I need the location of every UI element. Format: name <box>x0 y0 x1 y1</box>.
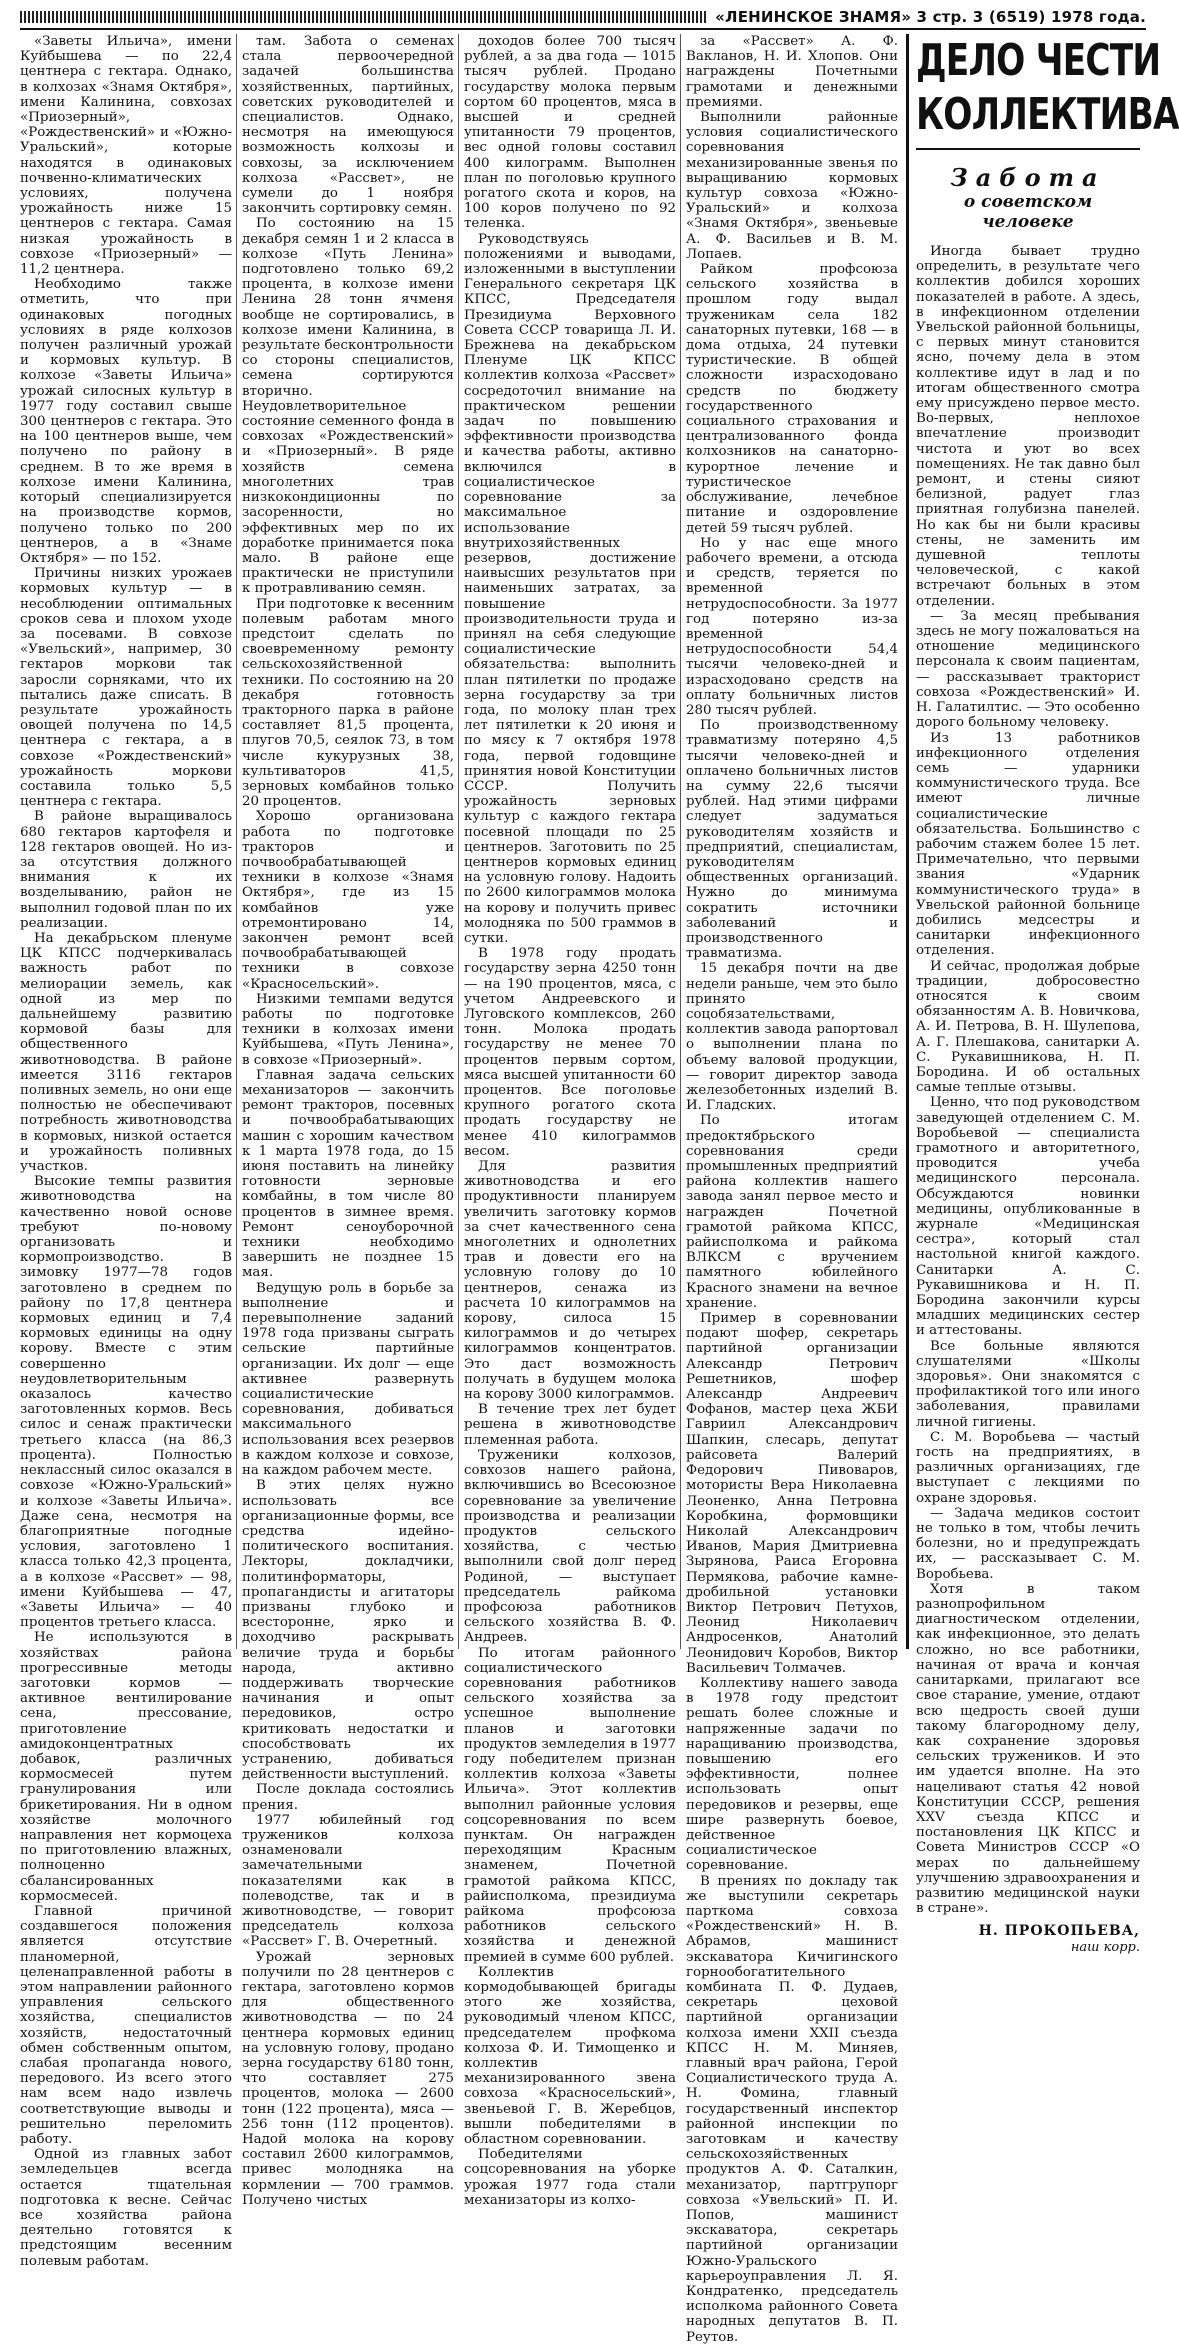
paragraph: После доклада состоялись прения. <box>242 1782 454 1813</box>
paragraph: Необходимо также отметить, что при одинаковых погодных условиях в ряде колхозов получен различный урожай и кормовых культур. В колхозе «Заветы Ильича» урожай силосных культур в 1977 году составил свыше 300 центнеров с гектара. Это на 100 центнеров выше, чем получено по району в среднем. В то же время в колхозе имени Калинина, который специализируется на производстве кормов, получено только по 200 центнеров, а в «Знаме Октября» — по 152. <box>20 277 232 566</box>
paragraph: Райком профсоюза сельского хозяйства в прошлом году выдал труженикам села 182 санаторных путевки, 168 — в дома отдыха, 24 путевки туристические. В общей сложности израсходовано средств по бюджету государственного социального страхования и централизованного фонда колхозников на санаторно-курортное лечение и туристическое обслуживание, лечебное питание и оздоровление детей 59 тысяч рублей. <box>686 262 898 536</box>
paragraph: Иногда бывает трудно определить, в результате чего коллектив добился хороших показателей в работе. А здесь, в инфекционном отделении Увельской районной больницы, с первых минут становится ясно, почему дела в этом коллективе идут в лад и по итогам общественного смотра ему присуждено первое место. Во-первых, неплохое впечатление производит чистота и уют во всех помещениях. Не так давно был ремонт, и стены сияют белизной, радует глаз приятная голубизна панелей. Но как бы ни были красивы стены, не заменить им душевной теплоты человеческой, с какой встречают больных в этом отделении. <box>916 244 1140 609</box>
paragraph: Главной причиной создавшегося положения является отсутствие планомерной, целенаправленной работы в этом направлении районного управления сельского хозяйства, специалистов хозяйств, недостаточный обмен собственным опытом, слабая пропаганда нового, передового. Из всего этого нам всем надо извлечь соответствующие выводы и решительно переломить работу. <box>20 1903 232 2148</box>
paragraph: Пример в соревновании подают шофер, секретарь партийной организации Александр Петрович Решетников, шофер Александр Андреевич Фофанов, мастер цеха ЖБИ Гавриил Александрович Шапкин, слесарь, депутат райсовета Валерий Федорович Пивоваров, мотористы Вера Николаевна Леоненко, Анна Петровна Коробкина, формовщики Николай Александрович Иванов, Мария Дмитриевна Зырянова, Раиса Егоровна Пермякова, рабочие камне-дробильной установки Виктор Петрович Петухов, Леонид Николаевич Андросенков, Анатолий Леонидович Коробов, Виктор Васильевич Толмачев. <box>686 1311 898 1676</box>
article-column-4 <box>686 34 898 2345</box>
author-signature: Н. ПРОКОПЬЕВА, <box>978 1923 1140 1940</box>
paragraph: Выполнили районные условия социалистического соревнования механизированные звенья по выращиванию кормовых культур совхоза «Южно-Уральский» и колхоза «Знамя Октября», звеньевые А. Ф. Васильев и В. М. Лопаев. <box>686 110 898 262</box>
paragraph: «Заветы Ильича», имени Куйбышева — по 22,4 центнера с гектара. Однако, в колхозах «Знамя Октября», имени Калинина, совхозах «Приозерный», «Рождественский» и «Южно-Уральский», которые находятся в одинаковых почвенно-климатических условиях, получена урожайность ниже 15 центнеров с гектара. Самая низкая урожайность в совхозе «Приозерный» — 11,2 центнера. <box>20 34 232 278</box>
paragraph: 1977 юбилейный год тружеников колхоза ознаменовали замечательными показателями как в полеводстве, так и в животноводстве, — говорит председатель колхоза «Рассвет» Г. В. Очеретный. <box>242 1812 454 1950</box>
paragraph: 15 декабря почти на две недели раньше, чем это было принято соцобязательствами, коллектив завода рапортовал о выполнении плана по объему валовой продукции, — говорит директор завода железобетонных изделий В. И. Гладских. <box>686 961 898 1114</box>
paragraph: Победителями соцсоревнования на уборке урожая 1977 года стали механизаторы из колхо- <box>464 2147 676 2208</box>
headline-block <box>916 34 1179 150</box>
paragraph: Из 13 работников инфекционного отделения семь — ударники коммунистического труда. Все имеют личные социалистические обязательства. Большинство с рабочим стажем более 15 лет. Примечательно, что первыми звания «Ударник коммунистического труда» в Увельской районной больнице добились медсестры и санитарки инфекционного отделения. <box>916 730 1140 959</box>
paragraph: Хорошо организована работа по подготовке тракторов и почвообрабатывающей техники в колхозе «Знамя Октября», где из 15 комбайнов уже отремонтировано 14, закончен ремонт всей почвообрабатывающей техники в совхозе «Красносельский». <box>242 809 454 992</box>
paragraph: При подготовке к весенним полевым работам много предстоит сделать по своевременному ремонту сельскохозяйственной техники. По состоянию на 20 декабря готовность тракторного парка в районе составляет 81,5 процента, плугов 70,5, сеялок 73, в том числе кукурузных 38, культиваторов 41,5, зерновых комбайнов только 20 процентов. <box>242 596 455 810</box>
paragraph: По итогам предоктябрьского соревнования среди промышленных предприятий района коллектив нашего завода занял первое место и награжден Почетной грамотой райкома КПСС, райисполкома и райкома ВЛКСМ с вручением памятного юбилейного Красного знамени на вечное хранение. <box>686 1113 898 1311</box>
paragraph: Ценно, что под руководством заведующей отделением С. М. Воробьевой — специалиста грамотного и авторитетного, проводится учеба медицинского персонала. Обсуждаются новинки медицины, опубликованные в журнале «Медицинская сестра», который стал настольной книгой каждого. Санитарки А. С. Рукавишникова и Н. П. Бородина закончили курсы младших медицинских сестер и аттестованы. <box>916 1095 1140 1339</box>
paragraph: Хотя в таком разнопрофильном диагностическом отделении, как инфекционное, это делать сложно, но все работники, начиная от врача и кончая санитарками, прилагают все свое старание, умение, отдают всю щедрость своей души такому благородному делу, как сохранение здоровья сельских тружеников. И это им удается вполне. На это нацеливают статья 42 новой Конституции СССР, решения XXV съезда КПСС и постановления ЦК КПСС и Совета Министров СССР «О мерах по дальнейшему улучшению здравоохранения и развитию медицинской науки в стране». <box>916 1581 1140 1917</box>
sidebar-article-body <box>916 244 1140 1916</box>
headline-line-1: ДЕЛО ЧЕСТИ <box>916 35 1161 86</box>
paragraph: В районе выращивалось 680 гектаров картофеля и 128 гектаров овощей. Но из-за отсутствия должного внимания к их возделыванию, район не выполнил годовой план по их реализации. <box>20 809 232 931</box>
article-column-2 <box>242 34 455 2208</box>
paragraph: — За месяц пребывания здесь не могу пожаловаться на отношение медицинского персонала к своим пациентам, — рассказывает тракторист совхоза «Рождественский» И. Н. Галатилтис. — Это особенно дорого больному человеку. <box>916 608 1140 731</box>
paragraph: Ведущую роль в борьбе за выполнение и перевыполнение заданий 1978 года призваны сыграть сельские партийные организации. Их долг — еще активнее развернуть социалистические соревнования, добиваться максимального использования всех резервов в каждом колхозе и совхозе, на каждом рабочем месте. <box>242 1280 454 1479</box>
paragraph: Коллектив кормодобывающей бригады этого же хозяйства, руководимый членом КПСС, председателем профкома колхоза Ф. И. Тимощенко и коллектив механизированного звена совхоза «Красносельский», звеньевой Г. В. Жеребцов, вышли победителями в областном соревновании. <box>464 1964 676 2148</box>
paragraph: Для развития животноводства и его продуктивности планируем увеличить заготовку кормов за счет качественного сена многолетних и однолетних трав и довести его на условную голову до 10 центнеров, сенажа из расчета 10 килограммов на корову, силоса 15 килограммов и до четырех килограммов концентратов. Это даст возможность получать в будущем молока на корову 3000 килограммов. <box>464 1159 676 1403</box>
paragraph: В 1978 году продать государству зерна 4250 тонн — на 190 процентов, мяса, с учетом Андреевского и Луговского комплексов, 260 тонн. Молока продать государству не менее 70 процентов первым сортом, мяса высшей упитанности 60 процентов. Все поголовье крупного рогатого скота продать государству не менее 410 килограммов весом. <box>464 946 676 1159</box>
paragraph: Причины низких урожаев кормовых культур — в несоблюдении оптимальных сроков сева и плохом уходе за посевами. В совхозе «Увельский», например, 30 гектаров моркови так заросли сорняками, что их пытались даже списать. В результате урожайность овощей получена по 14,5 центнера с гектара, а в совхозе «Рождественский» урожайность моркови составила только 5,5 центнера с гектара. <box>20 566 232 810</box>
masthead-title: «ЛЕНИНСКОЕ ЗНАМЯ» 3 стр. 3 (6519) 1978 года. <box>715 8 1146 26</box>
paragraph: Высокие темпы развития животноводства на качественно новой основе требуют по-новому организовать и кормопроизводство. В зимовку 1977—78 годов заготовлено в среднем по району по 17,8 центнера кормовых единиц и 7,4 кормовых единицы на одну корову. Вместе с этим совершенно неудовлетворительным оказалось качество заготовленных кормов. Весь силос и сенаж практически третьего класса (на 86,3 процента). Полностью неклассный силос оказался в совхозе «Южно-Уральский» и колхозе «Заветы Ильича». Даже сена, несмотря на благоприятные погодные условия, заготовлено 1 класса только 42,3 процента, а в колхозе «Рассвет» — 98, имени Куйбышева — 47, «Заветы Ильича» — 40 процентов третьего класса. <box>20 1174 232 1631</box>
paragraph: Все больные являются слушателями «Школы здоровья». Они знакомятся с профилактикой того или иного заболевания, правилами личной гигиены. <box>916 1338 1140 1430</box>
column-divider <box>458 34 459 1649</box>
column-divider <box>680 34 681 1649</box>
paragraph: Одной из главных забот земледельцев всегда остается тщательная подготовка к весне. Сейчас все хозяйства района деятельно готовятся к предстоящим весенним полевым работам. <box>20 2147 232 2269</box>
masthead-rule <box>20 11 707 23</box>
masthead <box>20 6 1146 30</box>
paragraph: — Задача медиков состоит не только в том, чтобы лечить болезни, но и предупреждать их, — рассказывает С. М. Воробьева. <box>916 1505 1140 1582</box>
paragraph: По итогам районного социалистического соревнования работников сельского хозяйства за успешное выполнение планов и заготовки продуктов земледелия в 1977 году победителем признан коллектив колхоза «Заветы Ильича». Этот коллектив выполнил районные условия соцсоревнования по всем пунктам. Он награжден переходящим Красным знаменем, Почетной грамотой райкома КПСС, райисполкома, президиума райкома профсоюза работников сельского хозяйства и денежной премией в сумме 600 рублей. <box>464 1645 676 1965</box>
paragraph: По состоянию на 15 декабря семян 1 и 2 класса в колхозе «Путь Ленина» подготовлено только 69,2 процента, в колхозе имени Ленина 28 тонн ячменя вообще не сортировались, в колхозе имени Калинина, в результате бесконтрольности со стороны специалистов, семена сортируются вторично. Неудовлетворительное состояние семенного фонда в совхозах «Рождественский» и «Приозерный». В ряде хозяйств семена многолетних трав низкокондиционны по засоренности, но эффективных мер по их доработке принимается пока мало. В районе еще практически не приступили к протравливанию семян. <box>242 216 454 597</box>
paragraph: там. Забота о семенах стала первоочередной задачей большинства хозяйственных, партийных, советских руководителей и специалистов. Однако, несмотря на имеющуюся возможность колхозы и совхозы, за исключением колхоза «Рассвет», не сумели до 1 ноября закончить сортировку семян. <box>242 34 454 217</box>
paragraph: доходов более 700 тысяч рублей, а за два года — 1015 тысяч рублей. Продано государству молока первым сортом 60 процентов, мяса в высшей и средней упитанности 79 процентов, вес одной головы составил 400 килограмм. Выполнен план по поголовью крупного рогатого скота и коров, на 100 коров получено по 92 теленка. <box>464 34 676 232</box>
sidebar-article <box>916 34 1179 1955</box>
paragraph: По производственному травматизму потеряно 4,5 тысячи человеко-дней и оплачено больничных листов на сумму 22,6 тысячи рублей. Над этими цифрами следует задуматься руководителям хозяйств и предприятий, специалистам, руководителям общественных организаций. Нужно до минимума сократить источники заболеваний и производственного травматизма. <box>686 718 898 962</box>
paragraph: И сейчас, продолжая добрые традиции, добросовестно относятся к своим обязанностям А. В. Новичкова, А. И. Петрова, В. Н. Шулепова, А. Г. Плешакова, санитарки А. С. Рукавишникова, Н. П. Бородина. И об остальных самые теплые отзывы. <box>916 958 1140 1096</box>
article-column-3 <box>464 34 676 2208</box>
paragraph: Низкими темпами ведутся работы по подготовке техники в колхозах имени Куйбышева, «Путь Ленина», в совхозе «Приозерный». <box>242 991 454 1068</box>
column-divider <box>236 34 237 1649</box>
paragraph: В течение трех лет будет решена в животноводстве племенная работа. <box>464 1402 676 1448</box>
article-divider <box>906 34 909 1649</box>
paragraph: Не используются в хозяйствах района прогрессивные методы заготовки кормов — активное вентилирование сена, прессование, приготовление амидоконцентратных добавок, различных кормосмесей путем гранулирования или брикетирования. Ни в одном хозяйстве молочного направления нет кормоцеха по приготовлению влажных, полноценно сбалансированных кормосмесей. <box>20 1630 232 1904</box>
headline-line-2: КОЛЛЕКТИВА <box>916 89 1179 140</box>
kicker: Забота <box>950 163 1106 192</box>
paragraph: Урожай зерновых получили по 28 центнеров с гектара, заготовлено кормов для общественного животноводства — по 24 центнера кормовых единиц на условную голову, продано зерна государству 6180 тонн, что составляет 275 процентов, молока — 2600 тонн (122 процента), мяса — 256 тонн (112 процентов). Надой молока на корову составил 2600 килограммов, привес молодняка на кормлении — 700 граммов. Получено чистых <box>242 1949 454 2208</box>
paragraph: На декабрьском пленуме ЦК КПСС подчеркивалась важность работ по мелиорации земель, как одной из мер по дальнейшему развитию кормовой базы для общественного животноводства. В районе имеется 3116 гектаров поливных земель, но они еще полностью не обеспечивают потребность животноводства в кормовых, низкой остается и урожайность поливных участков. <box>20 930 232 1175</box>
paragraph: Главная задача сельских механизаторов — закончить ремонт тракторов, посевных и почвообрабатывающих машин с хорошим качеством к 1 марта 1978 года, до 15 июня поставить на линейку готовности зерновые комбайны, в том числе 80 процентов в зимнее время. Ремонт сеноуборочной техники необходимо завершить не позднее 15 мая. <box>242 1067 454 1281</box>
paragraph: за «Рассвет» А. Ф. Вакланов, Н. И. Хлопов. Они награждены Почетными грамотами и денежными премиями. <box>686 34 898 110</box>
paragraph: В этих целях нужно использовать все организационные формы, все средства идейно-политического воспитания. Лекторы, докладчики, политинформаторы, пропагандисты и агитаторы призваны глубоко и всесторонне, ярко и доходчиво раскрывать величие труда и борьбы народа, активно поддерживать творческие начинания и опыт передовиков, остро критиковать недостатки и способствовать их устранению, добиваться действенности выступлений. <box>242 1478 454 1783</box>
paragraph: Коллективу нашего завода в 1978 году предстоит решать более сложные и напряженные задачи по наращиванию производства, повышению его эффективности, полнее использовать опыт передовиков и резервы, еще шире развернуть боевое, действенное социалистическое соревнование. <box>686 1675 898 1874</box>
paragraph: Но у нас еще много рабочего времени, а отсюда и средств, теряется по временной нетрудоспособности. За 1977 год потеряно из-за временной нетрудоспособности 54,4 тысячи человеко-дней и израсходовано средств на оплату больничных листов 280 тысяч рублей. <box>686 535 898 718</box>
paragraph: В прениях по докладу так же выступили секретарь парткома совхоза «Рождественский» Н. В. Абрамов, машинист экскаватора Кичигинского горнообогатительного комбината П. Ф. Дудаев, секретарь цеховой партийной организации колхоза имени XXII съезда КПСС Н. М. Миняев, главный врач района, Герой Социалистического труда А. Н. Фомина, главный государственный инспектор районной инспекции по заготовкам и качеству сельскохозяйственных продуктов А. Ф. Саталкин, механизатор, партгрупорг совхоза «Увельский» П. И. Попов, машинист экскаватора, секретарь партийной организации Южно-Уральского карьероуправления Л. Я. Кондратенко, председатель исполкома районного Совета народных депутатов В. П. Реутов. <box>686 1873 898 2345</box>
paragraph: Труженики колхозов, совхозов нашего района, включившись во Всесоюзное соревнование за увеличение производства и реализации продуктов сельского хозяйства, с честью выполнили свой долг перед Родиной, — выступает председатель райкома профсоюза работников сельского хозяйства В. Ф. Андреев. <box>464 1447 676 1646</box>
paragraph: Руководствуясь положениями и выводами, изложенными в выступлении Генерального секретаря ЦК КПСС, Председателя Президиума Верховного Совета СССР товарища Л. И. Брежнева на декабрьском Пленуме ЦК КПСС коллектив колхоза «Рассвет» сосредоточил внимание на практическом решении задач по повышению эффективности производства и качества работы, активно включился в социалистическое соревнование за максимальное использование внутрихозяйственных резервов, достижение наивысших результатов при наименьших затратах, за повышение производительности труда и принял на себя следующие социалистические обязательства: выполнить план пятилетки по продаже зерна государству за три года, по молоку план трех лет пятилетки к 20 июня и по мясу к 7 октября 1978 года, первой годовщине принятия новой Конституции СССР. Получить урожайность зерновых культур с каждого гектара посевной площади по 25 центнеров. Заготовить по 25 центнеров кормовых единиц на условную голову. Надоить по 2600 килограммов молока на корову и получить привес молодняка по 500 граммов в сутки. <box>464 231 676 946</box>
kicker-subtitle: о советском человеке <box>963 192 1093 232</box>
author-role: наш корр. <box>1070 1939 1140 1955</box>
article-column-1 <box>20 34 232 2269</box>
paragraph: С. М. Воробьева — частый гость на предприятиях, в различных организациях, где выступает с лекциями по охране здоровья. <box>916 1429 1140 1506</box>
